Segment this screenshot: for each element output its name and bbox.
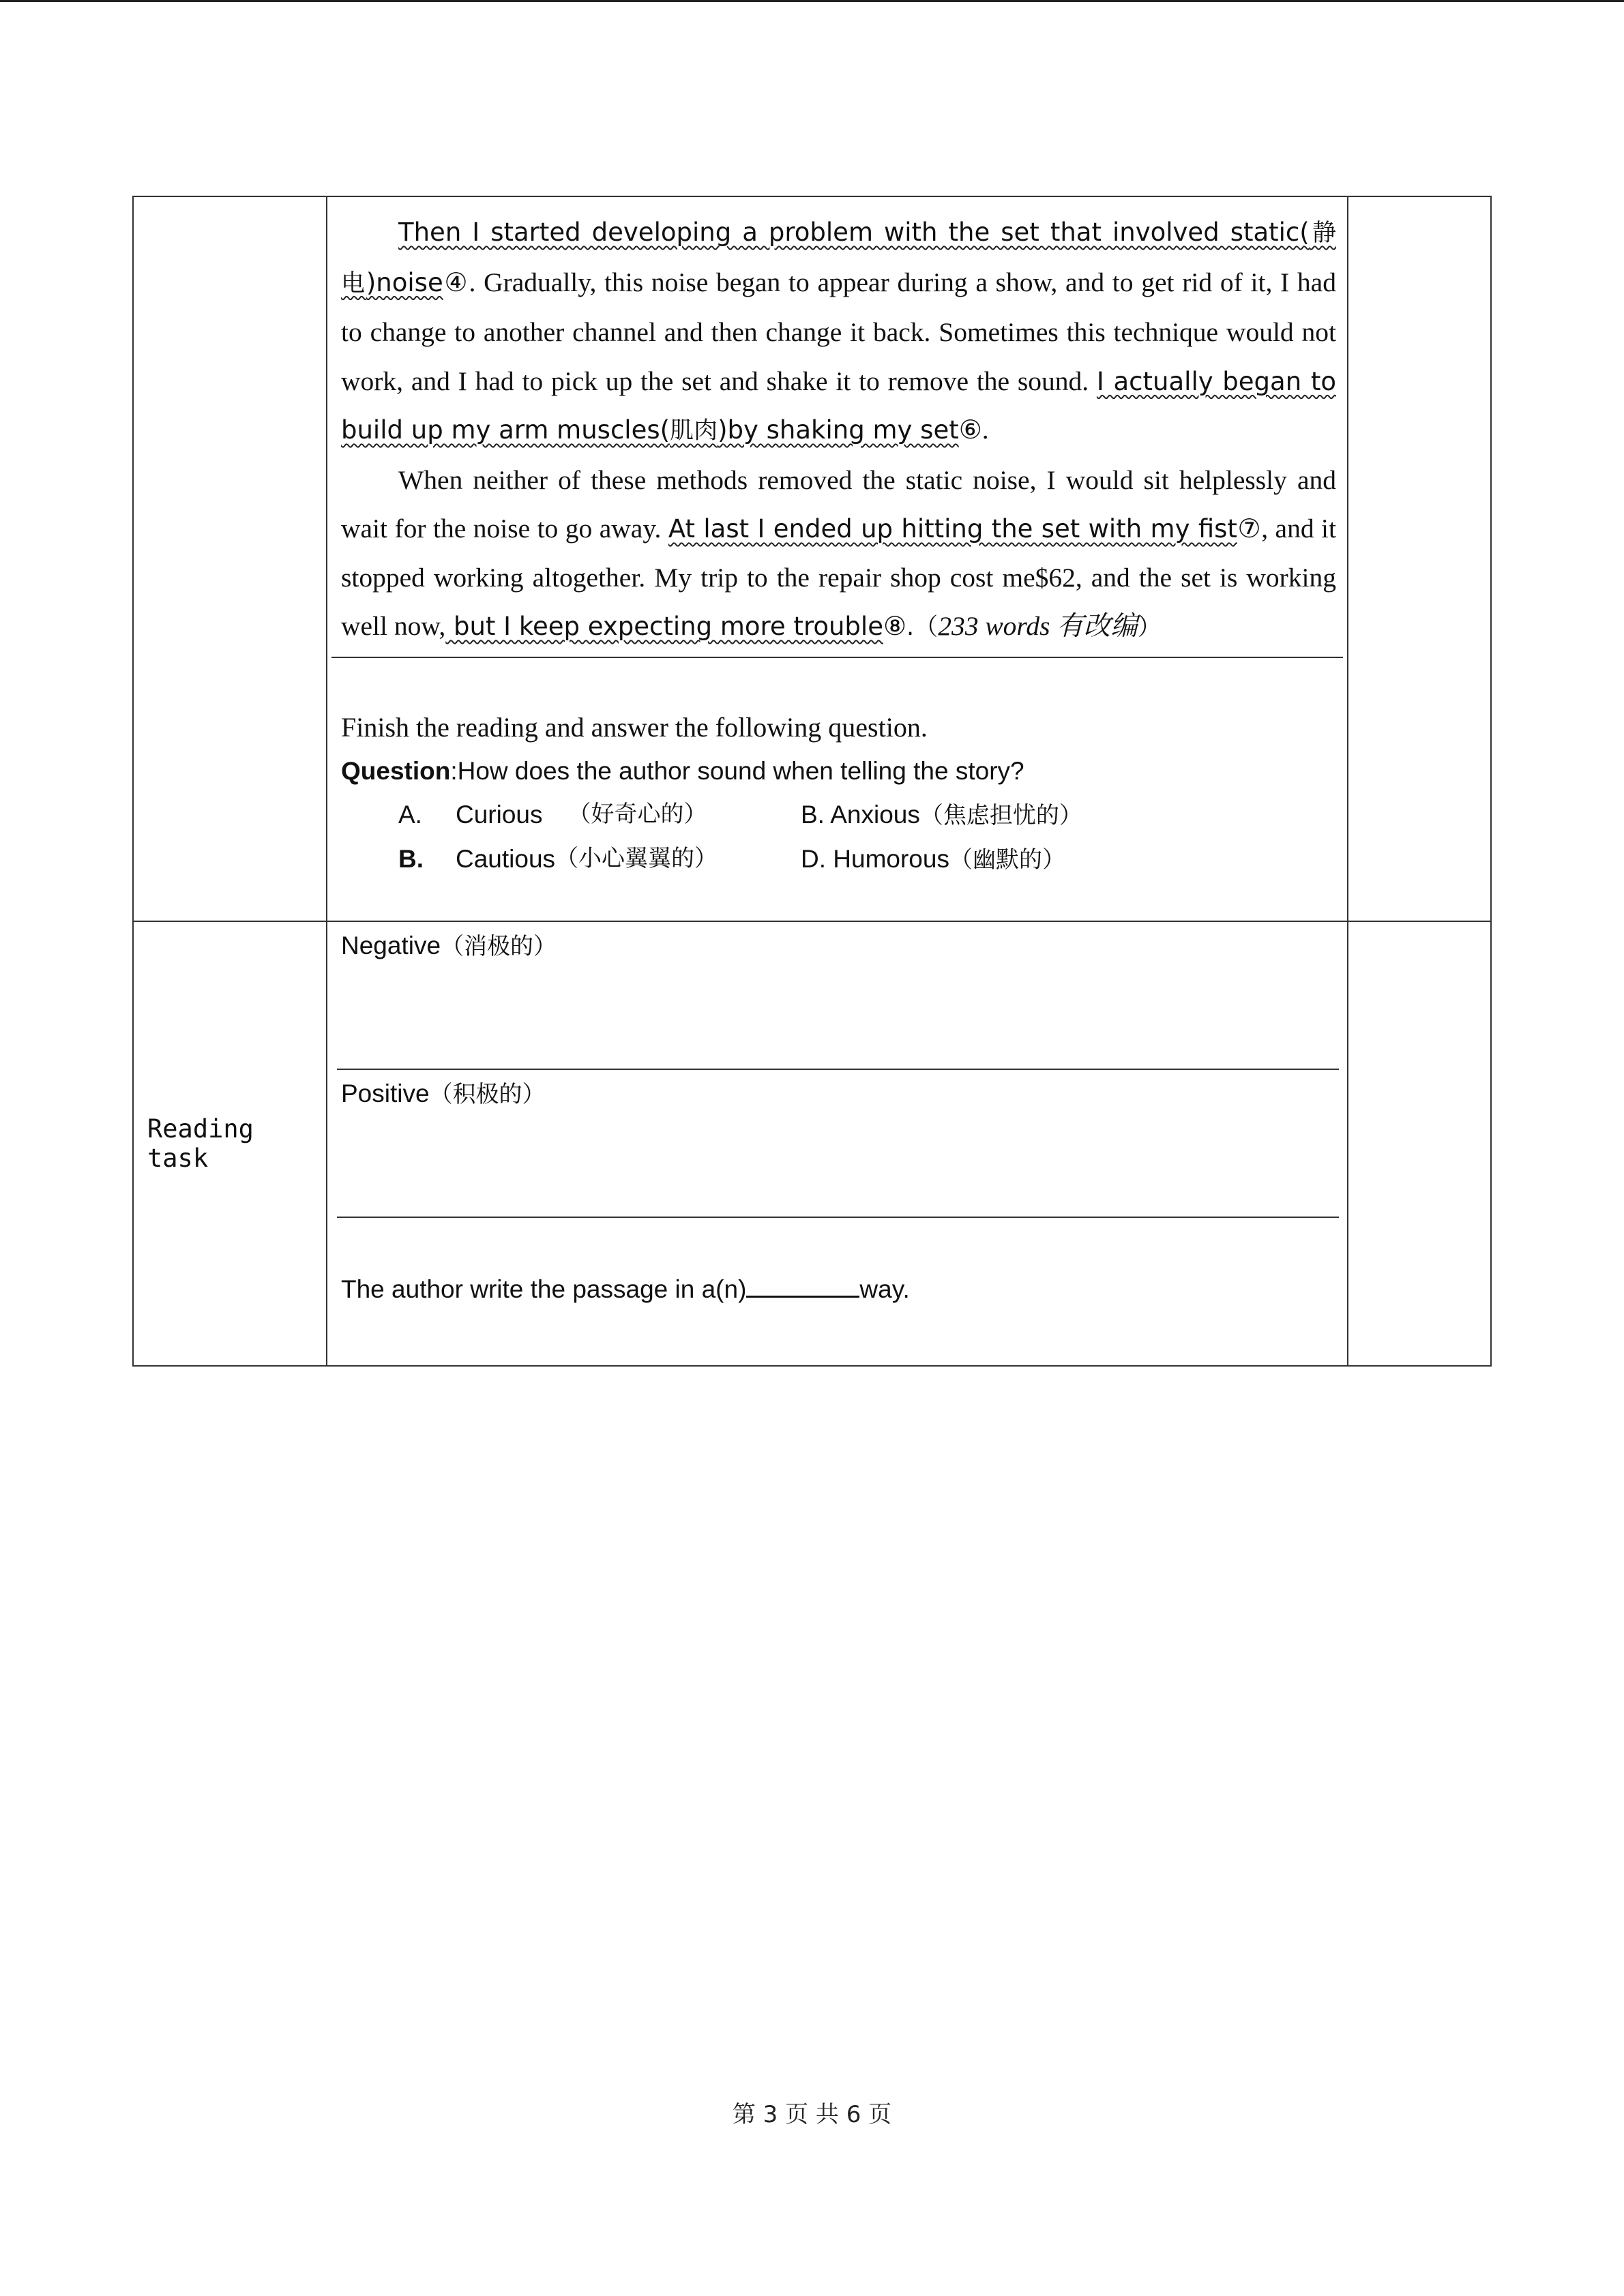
question-text [341, 749, 1336, 793]
reading-task-right-cell [1348, 921, 1491, 1366]
passage-paragraph-2 [341, 456, 1336, 653]
option-text: Curious [456, 800, 568, 829]
question-label: Question [341, 756, 451, 785]
passage-row [133, 196, 1491, 921]
page-top-border [0, 0, 1624, 2]
passage-right-cell [1348, 196, 1491, 921]
underlined-sentence: At last I ended up hitting the set with my fist [668, 514, 1237, 543]
reading-task-row [133, 921, 1491, 1366]
passage-text: , and it stopped working altogether. My trip to the repair shop cost me$62, and the set is working well now, [341, 513, 1336, 641]
option-gloss: （幽默的） [949, 846, 1065, 874]
underlined-sentence: I actually began to build up my arm muscles( [341, 366, 1336, 445]
underlined-sentence: but I keep expecting more trouble [445, 612, 883, 641]
question-body: :How does the author sound when telling the story? [450, 756, 1024, 785]
reading-passage [327, 197, 1347, 658]
circled-number: ⑧ [883, 611, 907, 641]
chinese-gloss: 肌肉 [670, 417, 718, 445]
passage-text: . [981, 415, 989, 445]
reading-task-cell [327, 921, 1348, 1366]
answer-options [341, 793, 1336, 882]
lesson-table [132, 196, 1492, 1367]
option-d[interactable] [801, 837, 1065, 882]
passage-text: ） [1137, 614, 1162, 641]
option-letter: D. [801, 844, 826, 873]
option-text: Anxious [830, 800, 920, 829]
negative-section[interactable] [337, 922, 1339, 1070]
passage-text: . Gradually, this noise began to appear during a show, and to get rid of it, I had to change to another channel and then change it back. Sometimes this technique would not work, and I had to pick up the set and shake it to remove the sound. [341, 267, 1336, 396]
negative-label: Negative [341, 931, 441, 959]
underlined-sentence: )noise [366, 267, 443, 297]
positive-section[interactable] [337, 1070, 1339, 1218]
summary-text-after: way. [859, 1274, 910, 1303]
reading-task-label: Reading task [133, 921, 327, 1366]
option-letter: B. [801, 800, 825, 829]
summary-text-before: The author write the passage in a(n) [341, 1274, 747, 1303]
option-letter: A. [398, 800, 422, 829]
option-text: Humorous [833, 844, 949, 873]
option-gloss: （小心翼翼的） [555, 844, 718, 872]
chinese-gloss: 静电 [341, 220, 1336, 297]
question-instruction: Finish the reading and answer the following question. [341, 711, 928, 743]
option-a[interactable] [341, 793, 801, 837]
positive-label: Positive [341, 1079, 430, 1107]
passage-paragraph-1 [341, 208, 1336, 456]
option-gloss: （焦虑担忧的） [919, 801, 1082, 829]
page-number: 第 3 页 共 6 页 [732, 2101, 892, 2128]
option-gloss: （好奇心的） [567, 800, 707, 828]
passage-left-cell [133, 196, 327, 921]
passage-text: .（ [906, 614, 939, 641]
option-b[interactable] [801, 793, 1082, 837]
passage-text: When neither of these methods removed the static noise, I would sit helplessly and wait for the noise to go away. [341, 464, 1336, 543]
option-letter: B. [398, 844, 424, 873]
question-block [327, 658, 1347, 921]
negative-gloss: （消极的） [441, 932, 557, 960]
circled-number: ⑦ [1237, 513, 1262, 543]
source-note: 233 words 有改编 [938, 611, 1138, 641]
circled-number: ⑥ [958, 415, 982, 445]
options-row-1 [341, 793, 1336, 837]
option-text: Cautious [456, 844, 556, 873]
passage-cell [327, 196, 1348, 921]
summary-section [337, 1218, 1339, 1365]
circled-number: ④ [443, 267, 469, 297]
answer-blank[interactable] [746, 1272, 859, 1298]
options-row-2 [341, 837, 1336, 882]
underlined-sentence: )by shaking my set [718, 415, 959, 445]
positive-gloss: （积极的） [429, 1080, 546, 1108]
option-c[interactable] [341, 837, 801, 882]
underlined-sentence: Then I started developing a problem with the set that involved static( [398, 218, 1310, 247]
